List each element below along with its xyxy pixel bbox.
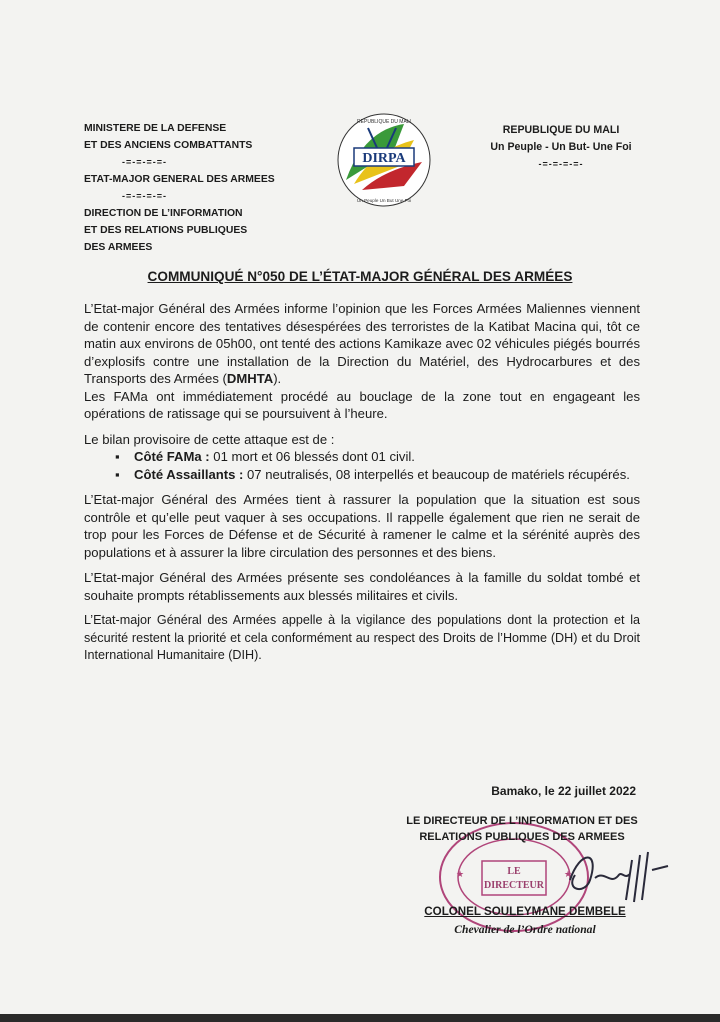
- paragraph-3: Le bilan provisoire de cette attaque est de :: [84, 431, 335, 447]
- ministry-line-1: MINISTERE DE LA DEFENSE: [84, 123, 227, 134]
- stamp-text-2: DIRECTEUR: [483, 880, 545, 891]
- place-date: Bamako, le 22 juillet 2022: [491, 784, 636, 798]
- motto-line: Un Peuple - Un But- Une Foi: [490, 141, 632, 153]
- etat-major-line: ETAT-MAJOR GENERAL DES ARMEES: [84, 174, 275, 185]
- direction-line-2: ET DES RELATIONS PUBLIQUES: [84, 225, 248, 236]
- paragraph-6: L’Etat-major Général des Armées appelle à la vigilance des populations dont la protection et la sécurité restent la priorité et cela conformément au respect des Droits de l’Homme (DH) et du Droit International Humanitaire (DIH).: [84, 613, 640, 662]
- ministry-line-2: ET DES ANCIENS COMBATTANTS: [84, 140, 253, 151]
- signatory-title: LE DIRECTEUR DE L’INFORMATION ET DES RELATIONS PUBLIQUES DES ARMEES: [406, 815, 638, 843]
- casualty-list: [84, 448, 640, 483]
- separator: -=-=-=-=-: [122, 191, 168, 201]
- list-item: ▪ Côté Assaillants : 07 neutralisés, 08 interpellés et beaucoup de matériels récupérés.: [84, 466, 640, 484]
- bottom-edge: [0, 1014, 720, 1022]
- republic-line: REPUBLIQUE DU MALI: [502, 124, 620, 136]
- logo-top-text: REPUBLIQUE DU MALI: [357, 119, 411, 125]
- header-right: [486, 122, 636, 173]
- signatory-name: COLONEL SOULEYMANE DEMBELE: [424, 905, 626, 918]
- paragraph-1: L’Etat-major Général des Armées informe l’opinion que les Forces Armées Maliennes viennent de contenir encore des tentatives désespérées des terroristes de la Katibat Macina qui, tôt ce matin aux environs de 05h00, ont tenté des actions Kamikaze avec 02 véhicules piégés bourrés d’explosifs contre une installation de la Direction du Matériel, des Hydrocarbures et des Transports des Armées (DMHTA).: [84, 301, 640, 386]
- communique-title: COMMUNIQUÉ N°050 DE L’ÉTAT-MAJOR GÉNÉRAL DES ARMÉES: [147, 269, 573, 284]
- list-item: ▪ Côté FAMa : 01 mort et 06 blessés dont 01 civil.: [84, 448, 640, 466]
- direction-line-1: DIRECTION DE L’INFORMATION: [84, 208, 243, 219]
- direction-line-3: DES ARMEES: [84, 242, 153, 253]
- star-icon: ★: [564, 869, 573, 879]
- dirpa-logo: [334, 110, 434, 210]
- star-icon: ★: [456, 869, 465, 879]
- signatory-distinction: Chevalier de l’Ordre national: [454, 923, 596, 936]
- separator: -=-=-=-=-: [538, 159, 584, 169]
- communique-body: [84, 300, 640, 665]
- separator: -=-=-=-=-: [122, 157, 168, 167]
- header-left: [84, 120, 275, 256]
- paragraph-5: L’Etat-major Général des Armées présente ses condoléances à la famille du soldat tombé et souhaite prompts rétablissements aux blessés militaires et civils.: [84, 570, 640, 603]
- logo-bottom-text: Un Peuple Un But Une Foi: [356, 198, 412, 203]
- paragraph-4: L’Etat-major Général des Armées tient à rassurer la population que la situation est sous contrôle et qu’elle peut vaquer à ses occupations. Il rappelle également que rien ne serait de trop pour les Forces de Défense et de Sécurité à ramener le calme et la sérénité auprès des populations et à assurer la libre circulation des personnes et des biens.: [84, 492, 640, 560]
- logo-text: DIRPA: [362, 151, 406, 166]
- handwritten-signature: [560, 840, 680, 910]
- paragraph-2: Les FAMa ont immédiatement procédé au bouclage de la zone tout en engageant les opérations de ratissage qui se poursuivent à l’heure.: [84, 388, 640, 421]
- stamp-text-1: LE: [507, 866, 521, 877]
